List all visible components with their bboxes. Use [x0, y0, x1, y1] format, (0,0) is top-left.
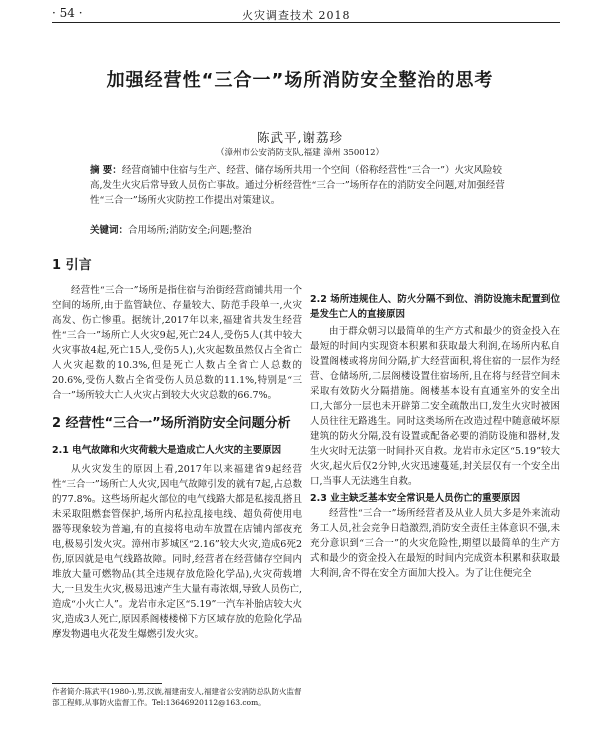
- paper-title: 加强经营性“三合一”场所消防安全整治的思考: [106, 70, 494, 91]
- section-2-2-heading: 2.2 场所违规住人、防火分隔不到位、消防设施未配置到位是发生亡人的直接原因: [310, 294, 560, 320]
- left-column: [52, 248, 302, 642]
- abstract-label: 摘 要：: [90, 165, 122, 176]
- footnote-rule: [52, 683, 162, 684]
- keywords-text: 合用场所;消防安全;问题;整治: [128, 225, 252, 236]
- section-1-heading: 1 引言: [52, 258, 92, 273]
- keywords: [90, 222, 510, 236]
- section-2-heading: 2 经营性“三合一”场所消防安全问题分析: [52, 416, 291, 431]
- authors: 陈武平,谢荔珍: [257, 130, 343, 145]
- affiliation: （漳州市公安消防支队,福建 漳州 350012）: [215, 148, 385, 158]
- abstract: [90, 163, 510, 208]
- author-footnote: 作者简介:陈武平(1980-),男,汉族,福建南安人,福建省公安消防总队防火监督部工程师,从事防火监督工作。Tel:13646920112@163.com。: [52, 687, 302, 707]
- keywords-label: 关键词：: [90, 225, 129, 236]
- header-rule: [52, 22, 560, 23]
- section-2-1-paragraph: 从火灾发生的原因上看,2017年以来福建省9起经营性“三合一”场所亡人火灾,因电气故障引发的就有7起,占总数的77.8%。这些场所起火部位的电气线路大都是私接乱搭且未采取阻燃套管保护,场所内私拉乱接电线、超负荷使用电器等现象较为普遍,有的直接将电动车放置在店铺内部夜充电,极易引发火灾。漳州市芗城区“2.16”较大火灾,造成6死2伤,原因就是电气线路故障。同时,经营者在经营储存空间内堆放大量可燃物品(其全违规存放危险化学品),火灾荷载增大,一旦发生火灾,极易迅速产生大量有毒浓烟,导致人员伤亡,造成“小火亡人”。龙岩市永定区“5.19”一汽车补胎店较大火灾,造成3人死亡,原因系阁楼楼梯下方区域存放的危险化学品摩发物遇电火花发生爆燃引发火灾。: [52, 464, 302, 640]
- journal-name: 火灾调查技术 2018: [242, 9, 351, 22]
- section-2-2-paragraph: 由于群众朝习以最简单的生产方式和最少的资金投入在最短的时间内实现资本积累和获取最大利润,在场所内私自设置阁楼或将房间分隔,扩大经营面积,将住宿的一层作为经营、仓储场所,二层阁楼设置住宿场所,且在将与经营空间未采取有效防火分隔措施。阁楼基本设有直通室外的安全出口,大部分一层也未开辟第二安全疏散出口,发生火灾时被困人员往往无路逃生。同时这类场所在改造过程中随意破坏原建筑的防火分隔,没有设置或配备必要的消防设施和器材,发生火灾时无法第一时间扑灭自救。龙岩市永定区“5.19”较大火灾,起火后仅2分钟,火灾迅速蔓延,封关层仅有一个安全出口,当事人无法逃生自救。: [310, 326, 560, 487]
- running-header: [52, 6, 560, 22]
- section-2-3-paragraph: 经营性“三合一”场所经营者及从业人员大多是外来流动务工人员,社会竞争日趋激烈,消防安全责任主体意识不强,未充分意识到“三合一”的火灾危险性,期望以最简单的生产方式和最少的资金投入在最短的时间内完成资本积累和获取最大利润,舍不得在安全方面加大投入。为了让住便完全: [310, 508, 560, 579]
- section-1-paragraph: 经营性“三合一”场所是指住宿与治街经营商铺共用一个空间的场所,由于监管缺位、存量较大、防范手段单一,火灾高发、伤亡惨重。据统计,2017年以来,福建省共发生经营性“三合一”场所亡人火灾9起,死亡24人,受伤5人(其中较大火灾事故4起,死亡15人,受伤5人),火灾起数虽然仅占全省亡人火灾起数的10.3%,但是死亡人数占全省亡人总数的20.6%,受伤人数占全省受伤人员总数的11.1%,特别是“三合一”场所较大亡人火灾占到较大火灾总数的66.7%。: [52, 285, 302, 401]
- section-2-3-heading: 2.3 业主缺乏基本安全常识是人员伤亡的重要原因: [310, 493, 521, 504]
- page-number: · 54 ·: [52, 6, 83, 20]
- section-2-1-heading: 2.1 电气故障和火灾荷载大是造成亡人火灾的主要原因: [52, 445, 282, 456]
- right-column: [310, 248, 560, 581]
- abstract-text: 经营商铺中住宿与生产、经营、储存场所共用一个空间（俗称经营性“三合一”）火灾风险较高,发生火灾后常导致人员伤亡事故。通过分析经营性“三合一”场所存在的消防安全问题,对加强经营性“三合一”场所火灾防控工作提出对策建议。: [90, 165, 505, 206]
